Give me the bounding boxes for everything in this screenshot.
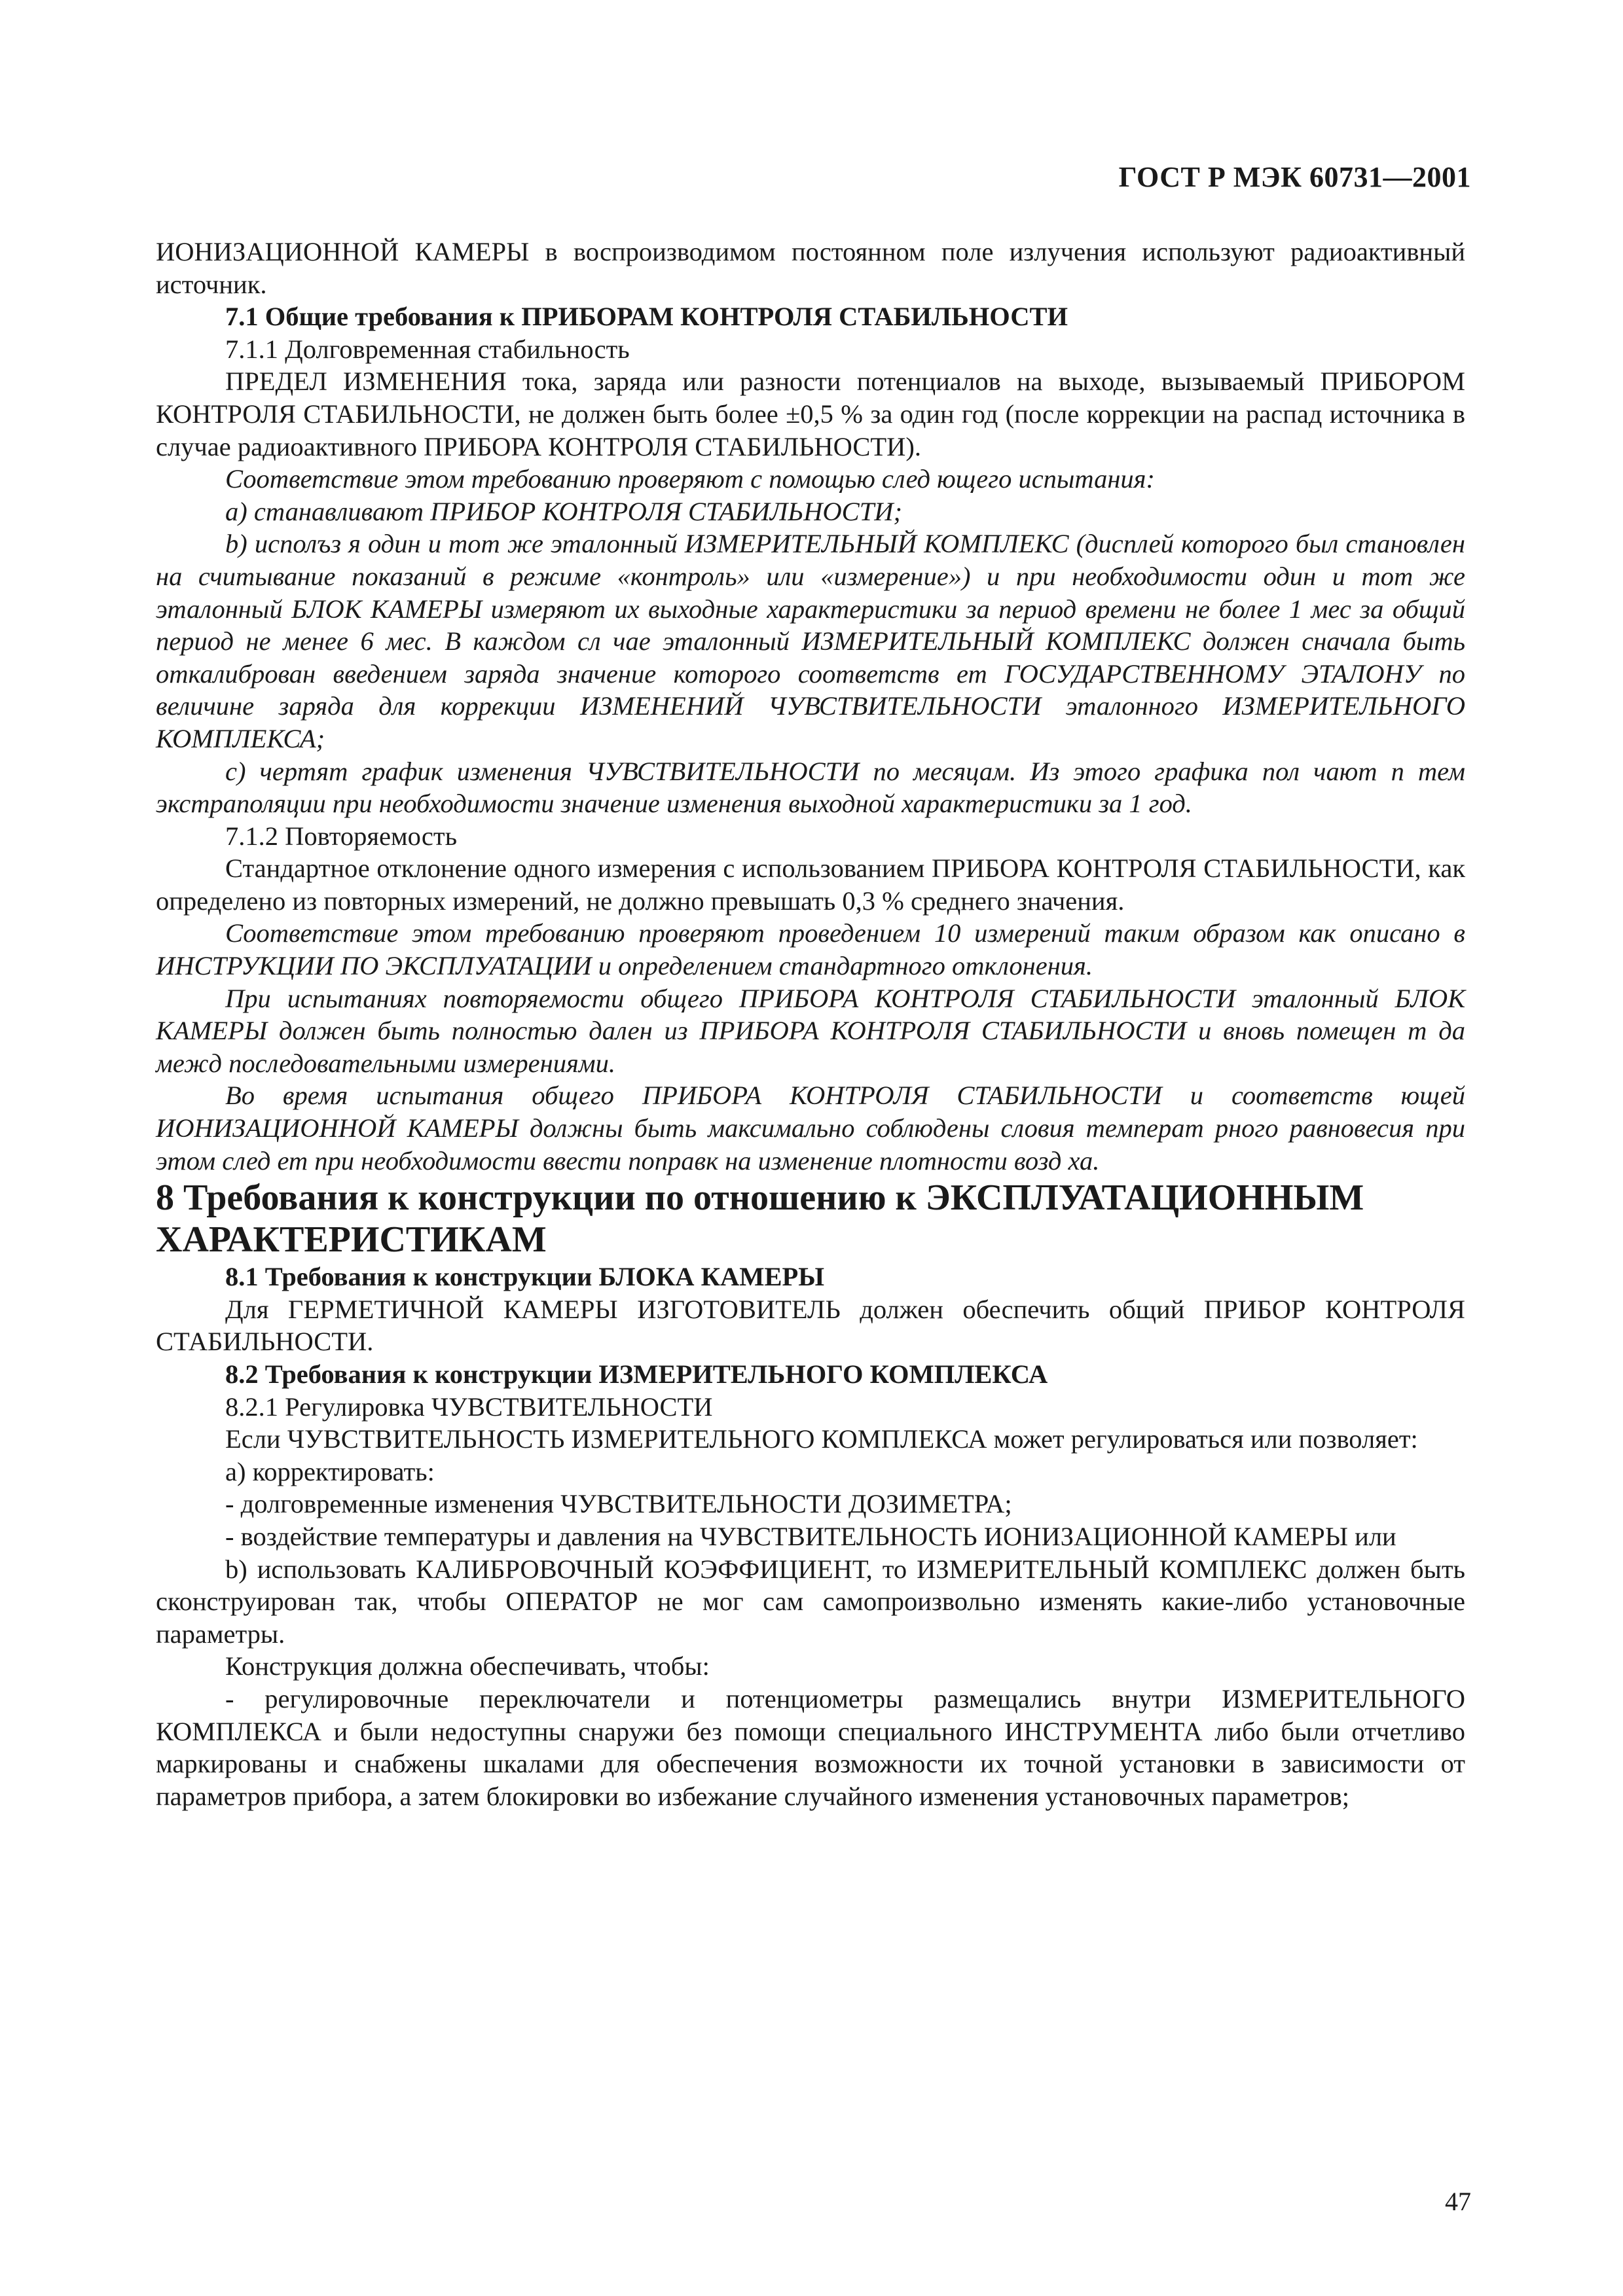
paragraph: Если ЧУВСТВИТЕЛЬНОСТЬ ИЗМЕРИТЕЛЬНОГО КОМПЛЕКСА может регулироваться или позволяет: xyxy=(225,1424,1418,1454)
page-number: 47 xyxy=(1445,2187,1471,2216)
list-item: а) станавливают ПРИБОР КОНТРОЛЯ СТАБИЛЬНОСТИ; xyxy=(225,496,902,526)
body-text xyxy=(156,236,1465,1812)
clause-heading: 8.2.1 Регулировка ЧУВСТВИТЕЛЬНОСТИ xyxy=(225,1391,713,1422)
compliance-paragraph: Соответствие этом требованию проверяют с помощью след ющего испытания: xyxy=(225,464,1155,494)
clause-heading: 7.1.2 Повторяемость xyxy=(225,821,458,851)
clause-heading: 7.1.1 Долговременная стабильность xyxy=(225,334,630,364)
paragraph: ПРЕДЕЛ ИЗМЕНЕНИЯ тока, заряда или разности потенциалов на выходе, вызываемый ПРИБОРОМ КОНТРОЛЯ СТАБИЛЬНОСТИ, не должен быть более ±0,5 % за один год (после коррекции на распад источника в случае радиоактивного ПРИБОРА КОНТРОЛЯ СТАБИЛЬНОСТИ). xyxy=(156,367,1465,461)
paragraph: Стандартное отклонение одного измерения с использованием ПРИБОРА КОНТРОЛЯ СТАБИЛЬНОСТИ, как определено из повторных измерений, не должно превышать 0,3 % среднего значения. xyxy=(156,853,1465,916)
list-item: b) использовать КАЛИБРОВОЧНЫЙ КОЭФФИЦИЕНТ, то ИЗМЕРИТЕЛЬНЫЙ КОМПЛЕКС должен быть сконструирован так, чтобы ОПЕРАТОР не мог сам самопроизвольно изменять какие-либо установочные параметры. xyxy=(156,1554,1465,1649)
subsection-heading: 7.1 Общие требования к ПРИБОРАМ КОНТРОЛЯ СТАБИЛЬНОСТИ xyxy=(225,302,1068,332)
subsection-heading: 8.1 Требования к конструкции БЛОКА КАМЕРЫ xyxy=(225,1262,824,1292)
list-item: а) корректировать: xyxy=(225,1456,435,1486)
list-item: b) исполъз я один и тот же эталонный ИЗМЕРИТЕЛЬНЫЙ КОМПЛЕКС (дисплей которого был становлен на считывание показаний в режиме «контроль» или «измерение») и при необходимости один и тот же эталонный БЛОК КАМЕРЫ измеряют их выходные характеристики за период времени не более 1 мес за общий период не менее 6 мес. В каждом сл чае эталонный ИЗМЕРИТЕЛЬНЫЙ КОМПЛЕКС должен сначала быть откалиброван введением заряда значение которого соответств ет ГОСУДАРСТВЕННОМУ ЭТАЛОНУ по величине заряда для коррекции ИЗМЕНЕНИЙ ЧУВСТВИТЕЛЬНОСТИ эталонного ИЗМЕРИТЕЛЬНОГО КОМПЛЕКСА; xyxy=(156,529,1465,753)
list-item: - воздействие температуры и давления на ЧУВСТВИТЕЛЬНОСТЬ ИОНИЗАЦИОННОЙ КАМЕРЫ или xyxy=(225,1521,1396,1551)
paragraph: Конструкция должна обеспечивать, чтобы: xyxy=(225,1651,710,1681)
page-header-doc-id: ГОСТ Р МЭК 60731—2001 xyxy=(1118,161,1471,193)
compliance-paragraph: Соответствие этом требованию проверяют проведением 10 измерений таким образом как описано в ИНСТРУКЦИИ ПО ЭКСПЛУАТАЦИИ и определением стандартного отклонения. xyxy=(156,918,1465,981)
section-heading: 8 Требования к конструкции по отношению к ЭКСПЛУАТАЦИОННЫМ ХАРАКТЕРИСТИКАМ xyxy=(156,1177,1364,1261)
list-item: - долговременные изменения ЧУВСТВИТЕЛЬНОСТИ ДОЗИМЕТРА; xyxy=(225,1489,1012,1519)
subsection-heading: 8.2 Требования к конструкции ИЗМЕРИТЕЛЬНОГО КОМПЛЕКСА xyxy=(225,1359,1048,1389)
paragraph: Во время испытания общего ПРИБОРА КОНТРОЛЯ СТАБИЛЬНОСТИ и соответств ющей ИОНИЗАЦИОННОЙ КАМЕРЫ должны быть максимально соблюдены словия температ рного равновесия при этом след ет при необходимости ввести поправк на изменение плотности возд ха. xyxy=(156,1081,1465,1175)
paragraph: Для ГЕРМЕТИЧНОЙ КАМЕРЫ ИЗГОТОВИТЕЛЬ должен обеспечить общий ПРИБОР КОНТРОЛЯ СТАБИЛЬНОСТИ. xyxy=(156,1294,1465,1357)
list-item: с) чертят график изменения ЧУВСТВИТЕЛЬНОСТИ по месяцам. Из этого графика пол чают п тем экстраполяции при необходимости значение изменения выходной характеристики за 1 год. xyxy=(156,756,1465,819)
paragraph: При испытаниях повторяемости общего ПРИБОРА КОНТРОЛЯ СТАБИЛЬНОСТИ эталонный БЛОК КАМЕРЫ должен быть полностью дален из ПРИБОРА КОНТРОЛЯ СТАБИЛЬНОСТИ и вновь помещен т да межд последовательными измерениями. xyxy=(156,983,1465,1078)
list-item: - регулировочные переключатели и потенциометры размещались внутри ИЗМЕРИТЕЛЬНОГО КОМПЛЕКСА и были недоступны снаружи без помощи специального ИНСТРУМЕНТА либо были отчетливо маркированы и снабжены шкалами для обеспечения возможности их точной установки в зависимости от параметров прибора, а затем блокировки во избежание случайного изменения установочных параметров; xyxy=(156,1683,1465,1811)
paragraph: ИОНИЗАЦИОННОЙ КАМЕРЫ в воспроизводимом постоянном поле излучения используют радиоактивный источник. xyxy=(156,237,1465,299)
